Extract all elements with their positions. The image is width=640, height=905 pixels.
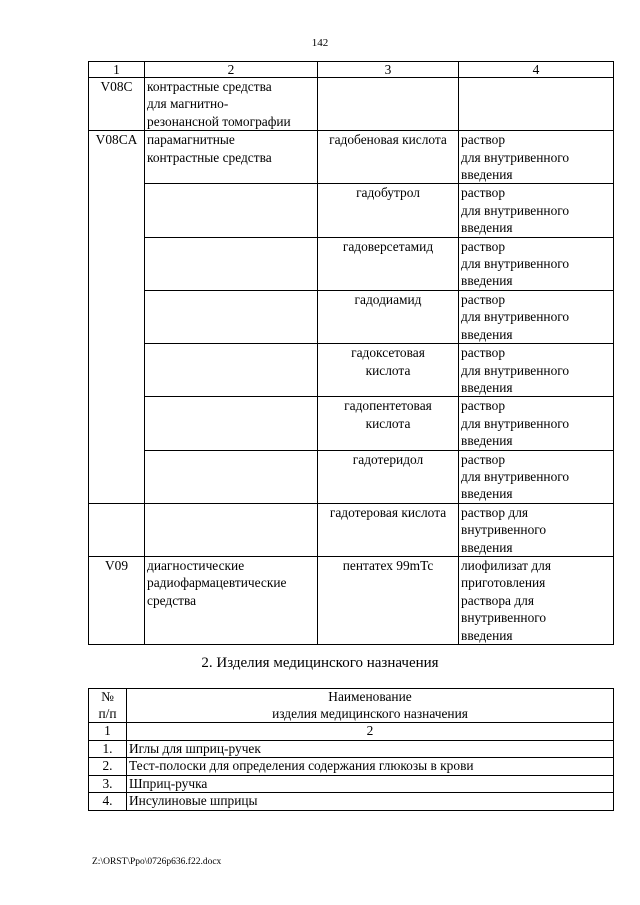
section-heading: 2. Изделия медицинского назначения: [201, 655, 439, 671]
table-row: [89, 237, 614, 290]
substance-name: [318, 78, 459, 131]
dosage-form: раствор для внутривенного введения: [459, 184, 614, 237]
group-name: [145, 184, 318, 237]
substance-name: гадотеридол: [318, 450, 459, 503]
group-name: [145, 237, 318, 290]
header-cell: 1: [89, 62, 145, 78]
substance-name: пентатех 99mTc: [318, 556, 459, 644]
table-row: [89, 793, 614, 811]
item-number: 1.: [89, 740, 127, 758]
item-number: 4.: [89, 793, 127, 811]
table-row: [89, 556, 614, 644]
item-name: Инсулиновые шприцы: [127, 793, 614, 811]
atc-code: [89, 290, 145, 343]
table-row: [89, 740, 614, 758]
item-name: Тест-полоски для определения содержания глюкозы в крови: [127, 758, 614, 776]
dosage-form: раствор для внутривенного введения: [459, 344, 614, 397]
substance-name: гадобутрол: [318, 184, 459, 237]
table-header-row: [89, 689, 614, 723]
header-name: Наименование изделия медицинского назначения: [127, 689, 614, 723]
table-row: [89, 450, 614, 503]
atc-code: [89, 237, 145, 290]
table-row: [89, 290, 614, 343]
substance-name: гадобеновая кислота: [318, 131, 459, 184]
medical-devices-table: [88, 688, 614, 811]
footer-file-path: Z:\ORST\Ppo\0726p636.f22.docx: [92, 857, 222, 867]
dosage-form: раствор для внутривенного введения: [459, 131, 614, 184]
atc-code: [89, 503, 145, 556]
dosage-form: [459, 78, 614, 131]
header-cell: 2: [145, 62, 318, 78]
table-subheader-row: [89, 723, 614, 741]
group-name: [145, 290, 318, 343]
group-name: [145, 503, 318, 556]
dosage-form: раствор для внутривенного введения: [459, 397, 614, 450]
atc-code: [89, 184, 145, 237]
dosage-form: лиофилизат для приготовления раствора для внутривенного введения: [459, 556, 614, 644]
dosage-form: раствор для внутривенного введения: [459, 450, 614, 503]
atc-code: V08C: [89, 78, 145, 131]
item-name: Иглы для шприц-ручек: [127, 740, 614, 758]
item-number: 3.: [89, 775, 127, 793]
table-row: [89, 503, 614, 556]
substance-name: гадодиамид: [318, 290, 459, 343]
page-number: 142: [311, 37, 329, 49]
dosage-form: раствор для внутривенного введения: [459, 290, 614, 343]
drug-table: [88, 61, 614, 645]
atc-code: [89, 397, 145, 450]
group-name: контрастные средства для магнитно- резонансной томографии: [145, 78, 318, 131]
group-name: [145, 344, 318, 397]
group-name: диагностические радиофармацевтические средства: [145, 556, 318, 644]
dosage-form: раствор для внутривенного введения: [459, 237, 614, 290]
atc-code: [89, 450, 145, 503]
subheader-cell: 1: [89, 723, 127, 741]
header-cell: 3: [318, 62, 459, 78]
table-row: [89, 344, 614, 397]
substance-name: гадотеровая кислота: [318, 503, 459, 556]
group-name: [145, 397, 318, 450]
atc-code: V08CA: [89, 131, 145, 184]
header-cell: 4: [459, 62, 614, 78]
table-row: [89, 184, 614, 237]
substance-name: гадоверсетамид: [318, 237, 459, 290]
header-number: № п/п: [89, 689, 127, 723]
subheader-cell: 2: [127, 723, 614, 741]
table-header-row: [89, 62, 614, 78]
item-name: Шприц-ручка: [127, 775, 614, 793]
table-row: [89, 775, 614, 793]
dosage-form: раствор для внутривенного введения: [459, 503, 614, 556]
table-row: [89, 397, 614, 450]
substance-name: гадоксетовая кислота: [318, 344, 459, 397]
group-name: [145, 450, 318, 503]
table-row: [89, 758, 614, 776]
item-number: 2.: [89, 758, 127, 776]
atc-code: V09: [89, 556, 145, 644]
substance-name: гадопентетовая кислота: [318, 397, 459, 450]
atc-code: [89, 344, 145, 397]
table-row: [89, 131, 614, 184]
group-name: парамагнитные контрастные средства: [145, 131, 318, 184]
table-row: [89, 78, 614, 131]
